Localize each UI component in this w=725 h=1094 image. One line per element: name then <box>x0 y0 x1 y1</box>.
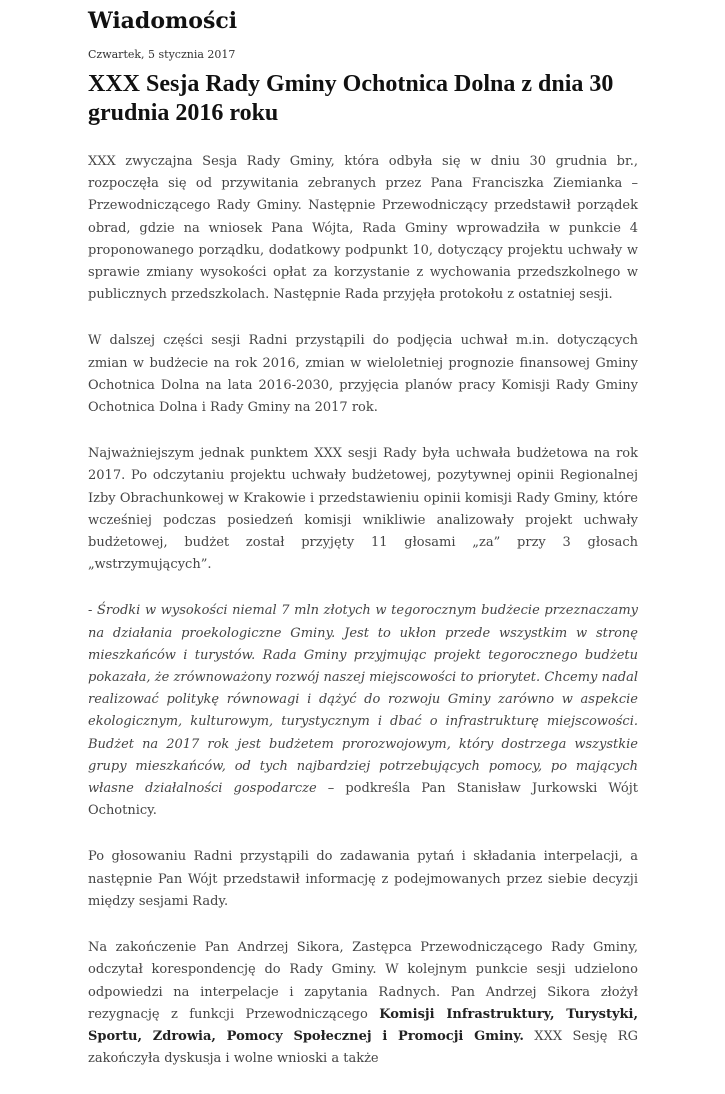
publish-date: Czwartek, 5 stycznia 2017 <box>88 48 236 61</box>
paragraph: Po głosowaniu Radni przystąpili do zadawania pytań i składania interpelacji, a następnie Pan Wójt przedstawił informację z podejmowanych przez siebie decyzji między sesjami Rady. <box>88 849 638 909</box>
paragraph: Najważniejszym jednak punktem XXX sesji Rady była uchwała budżetowa na rok 2017. Po odczytaniu projektu uchwały budżetowej, pozytywnej opinii Regionalnej Izby Obrachunkowej w Krakowie i przedstawieniu opinii komisji Rady Gminy, które wcześniej podczas posiedzeń komisji wnikliwie analizowały projekt uchwały budżetowej, budżet został przyjęty 11 głosami „za” przy 3 głosach „wstrzymujących”. <box>88 446 638 573</box>
section-title: Wiadomości <box>88 8 238 34</box>
article-title: XXX Sesja Rady Gminy Ochotnica Dolna z dnia 30 grudnia 2016 roku <box>88 71 614 126</box>
quote-paragraph <box>88 600 638 822</box>
final-paragraph-text: Na zakończenie Pan Andrzej Sikora, Zastępca Przewodniczącego Rady Gminy, odczytał korespondencję do Rady Gminy. W kolejnym punkcie sesji udzielono odpowiedzi na interpelacje i zapytania Radnych. Pan Andrzej Sikora złożył rezygnację z funkcji Przewodniczącego <box>88 940 638 1022</box>
final-paragraph-tail: XXX Sesję RG zakończyła dyskusja i wolne wnioski a także <box>88 1028 638 1067</box>
paragraph: XXX zwyczajna Sesja Rady Gminy, która odbyła się w dniu 30 grudnia br., rozpoczęła się od przywitania zebranych przez Pana Franciszka Ziemianka – Przewodniczącego Rady Gminy. Następnie Przewodniczący przedstawił porządek obrad, gdzie na wniosek Pana Wójta, Rada Gminy wprowadziła w punkcie 4 proponowanego porządku, dodatkowy podpunkt 10, dotyczący projektu uchwały w sprawie zmiany wysokości opłat za korzystanie z wychowania przedszkolnego w publicznych przedszkolach. Następnie Rada przyjęła protokołu z ostatniej sesji. <box>88 154 638 303</box>
final-paragraph <box>88 937 638 1070</box>
article-body <box>88 151 638 1094</box>
quote-text: - Środki w wysokości niemal 7 mln złotych w tegorocznym budżecie przeznaczamy na działania proekologiczne Gminy. Jest to ukłon przede wszystkim w stronę mieszkańców i turystów. Rada Gminy przyjmując projekt tegorocznego budżetu pokazała, że zrównoważony rozwój naszej miejscowości to priorytet. Chcemy nadal realizować politykę równowagi i dążyć do rozwoju Gminy zarówno w aspekcie ekologicznym, kulturowym, turystycznym i dbać o infrastrukturę miejscowości. Budżet na 2017 rok jest budżetem prorozwojowym, który dostrzega wszystkie grupy mieszkańców, od tych najbardziej potrzebujących pomocy, po mających własne działalności gospodarcze <box>88 603 638 797</box>
quote-attribution: – podkreśla Pan Stanisław Jurkowski Wójt Ochotnicy. <box>88 781 638 819</box>
committee-name: Komisji Infrastruktury, Turystyki, Sportu, Zdrowia, Pomocy Społecznej i Promocji Gminy. <box>88 1006 638 1044</box>
paragraph: W dalszej części sesji Radni przystąpili do podjęcia uchwał m.in. dotyczących zmian w budżecie na rok 2016, zmian w wieloletniej prognozie finansowej Gminy Ochotnica Dolna na lata 2016-2030, przyjęcia planów pracy Komisji Rady Gminy Ochotnica Dolna i Rady Gminy na 2017 rok. <box>88 333 638 416</box>
